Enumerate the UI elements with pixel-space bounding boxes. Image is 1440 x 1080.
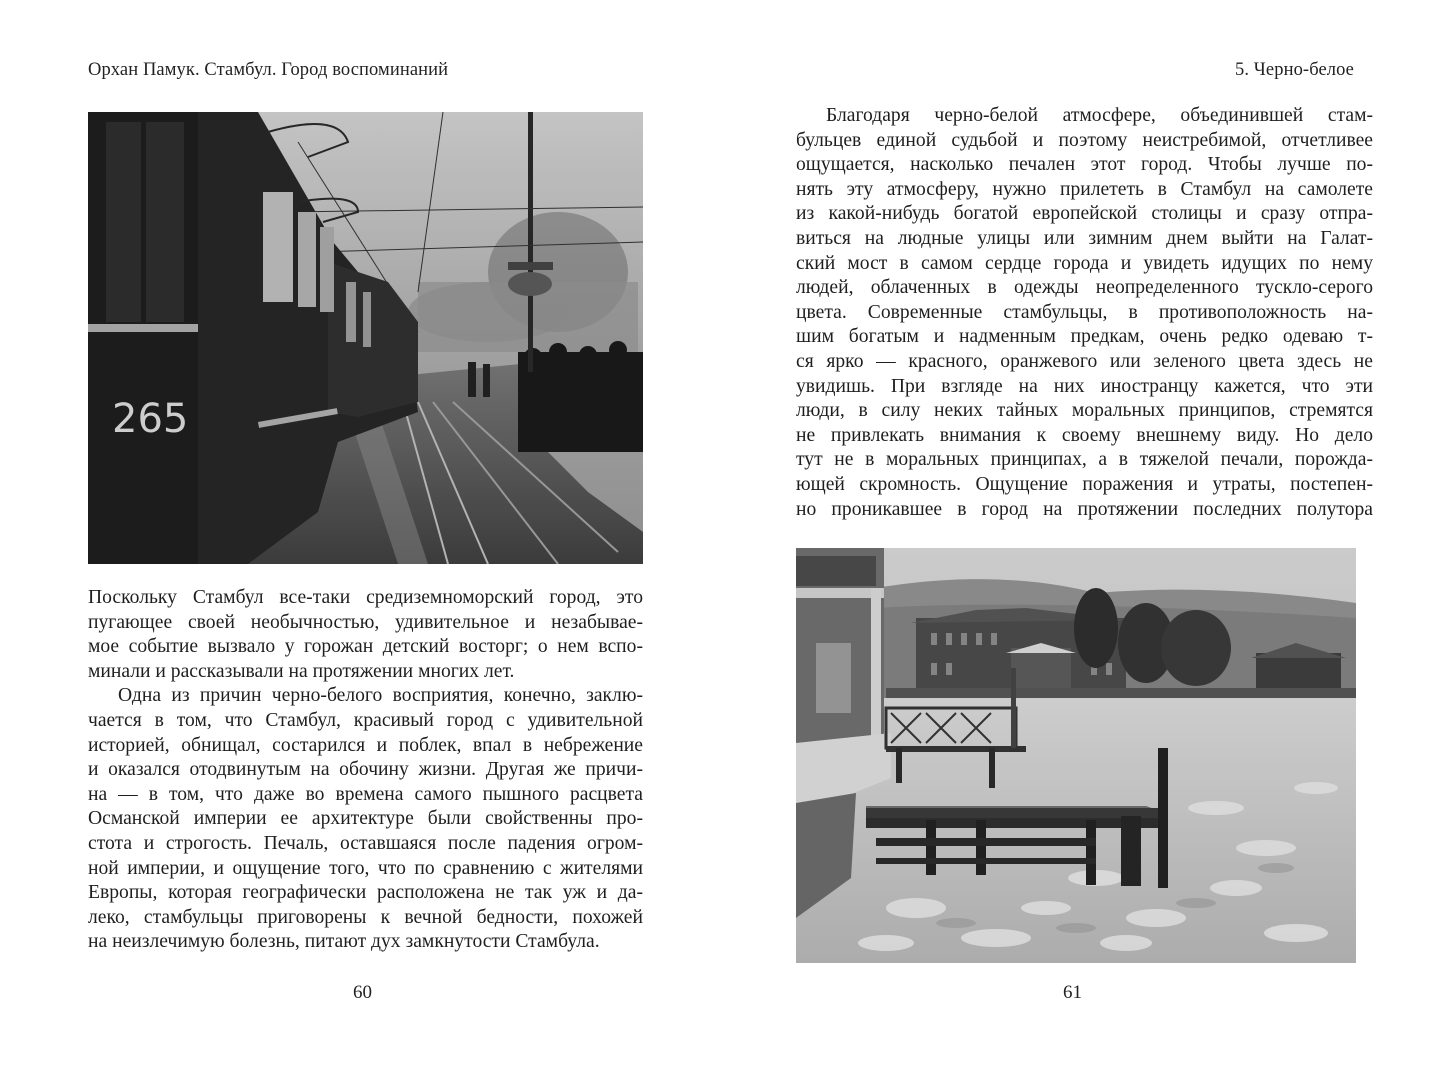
tram-photo (88, 112, 643, 564)
text-line: на неизлечимую болезнь, питают дух замкнутости Стамбула. (88, 931, 600, 953)
running-head-chapter-title: 5. Черно-белое (1235, 60, 1354, 80)
text-line: пугающее своей необычностью, удивительное и незабывае- (88, 611, 643, 633)
text-line: Османской империи ее архитектуре были свойственны про- (88, 808, 643, 830)
text-line: Поскольку Стамбул все-таки средиземноморский город, это (88, 587, 643, 608)
text-line: Европы, которая географически расположена не так уж и да- (88, 882, 643, 904)
running-head-book-title: Орхан Памук. Стамбул. Город воспоминаний (88, 60, 449, 80)
text-line: цвета. Современные стамбульцы, в противоположность на- (796, 301, 1373, 323)
tram-number: 265 (112, 396, 189, 442)
text-line: не привлекать внимания к своему внешнему виду. Но дело (796, 424, 1373, 446)
text-line: на — в том, что даже во времена самого пышного расцвета (88, 783, 643, 805)
text-line: бульцев единой судьбой и поэтому неистребимой, отчетливее (796, 129, 1373, 151)
body-text-right (796, 104, 1373, 522)
text-line: ский мост в самом сердце города и увидеть идущих по нему (796, 252, 1373, 274)
text-line: Одна из причин черно-белого восприятия, конечно, заклю- (118, 685, 643, 707)
text-line: минали и рассказывали на протяжении многих лет. (88, 660, 515, 682)
text-line: людей, облаченных в одежды неопределенного тускло-серого (796, 277, 1373, 299)
text-line: люди, в силу неких тайных моральных принципов, стремятся (796, 400, 1373, 422)
body-text-left (88, 586, 643, 955)
text-line: и оказался отодвинутым на обочину жизни. Другая же причи- (88, 759, 643, 781)
text-line: виться на людные улицы или зимним днем выйти на Галат- (796, 227, 1373, 249)
right-page (720, 0, 1440, 1080)
page-number: 61 (1063, 982, 1082, 1003)
text-line: ощущается, насколько печален этот город. Чтобы лучше по- (796, 154, 1373, 176)
paragraph (88, 684, 643, 955)
text-line: ющей скромность. Ощущение поражения и утраты, постепен- (796, 473, 1373, 495)
text-line: Благодаря черно-белой атмосфере, объединившей стам- (826, 105, 1373, 126)
paragraph (88, 586, 643, 684)
text-line: чается в том, что Стамбул, красивый город с удивительной (88, 709, 643, 731)
tram-photo-illustration (88, 112, 643, 564)
text-line: шим богатым и надменным предкам, очень редко одеваю т- (796, 326, 1373, 348)
text-line: но проникавшее в город на протяжении последних полутора (796, 498, 1373, 520)
frozen-bosphorus-photo (796, 548, 1356, 963)
paragraph (796, 104, 1373, 522)
text-line: увидишь. При взгляде на них иностранцу кажется, что эти (796, 375, 1373, 397)
text-line: мое событие вызвало у горожан детский восторг; о нем вспо- (88, 636, 643, 658)
text-line: тут не в моральных принципах, а в тяжелой печали, порожда- (796, 449, 1373, 471)
text-line: из какой-нибудь богатой европейской столицы и сразу отпра- (796, 203, 1373, 225)
text-line: историей, обнищал, состарился и поблек, впал в небрежение (88, 734, 643, 756)
text-line: нять эту атмосферу, нужно прилететь в Стамбул на самолете (796, 178, 1373, 200)
frozen-bosphorus-photo-illustration (796, 548, 1356, 963)
text-line: леко, стамбульцы приговорены к вечной бедности, похожей (88, 906, 643, 928)
text-line: ной империи, и ощущение того, что по сравнению с жителями (88, 857, 643, 879)
page-number: 60 (353, 982, 372, 1003)
text-line: стота и строгость. Печаль, оставшаяся после падения огром- (88, 832, 643, 854)
text-line: ся ярко — красного, оранжевого или зеленого цвета здесь не (796, 350, 1373, 372)
